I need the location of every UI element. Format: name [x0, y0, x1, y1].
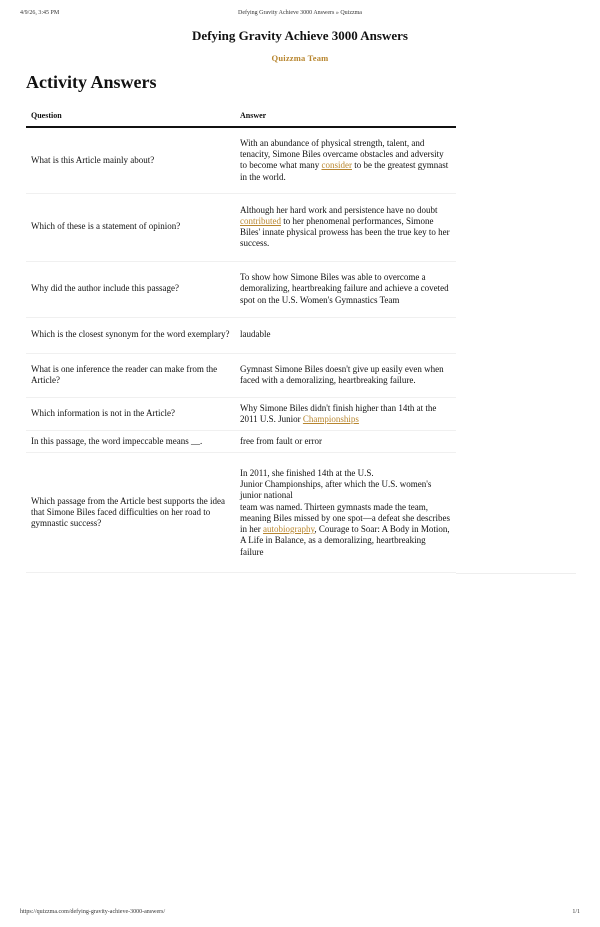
answer-cell: Gymnast Simone Biles doesn't give up easily even when faced with a demoralizing, heartbreaking failure. — [235, 353, 456, 397]
question-cell: Which passage from the Article best supports the idea that Simone Biles faced difficulties on her road to gymnastic success? — [26, 453, 235, 573]
answer-text-line — [240, 160, 451, 183]
print-header-spacer — [460, 10, 580, 16]
answer-text: failure — [240, 546, 264, 557]
glossary-link[interactable]: consider — [321, 160, 352, 171]
author-link[interactable]: Quizzma Team — [271, 53, 329, 63]
print-page-number: 1/1 — [572, 909, 580, 915]
print-date: 4/9/26, 3:45 PM — [20, 10, 60, 16]
print-footer — [20, 909, 580, 915]
answer-text: to become what many — [240, 160, 322, 171]
answer-text: Why Simone Biles didn't finish higher than 14th at the 2011 U.S. Junior — [240, 402, 437, 424]
glossary-link[interactable]: autobiography — [263, 524, 315, 534]
table-header-row — [26, 108, 456, 127]
question-cell: Which is the closest synonym for the word exemplary? — [26, 317, 235, 353]
answer-text: With an abundance of physical strength, talent, and tenacity, Simone Biles overcame obstacles and adversity — [240, 137, 444, 159]
table-row — [26, 261, 456, 317]
answer-text-line — [240, 524, 451, 547]
answer-cell — [235, 397, 456, 431]
question-cell: Why did the author include this passage? — [26, 261, 235, 317]
question-cell: Which information is not in the Article? — [26, 397, 235, 431]
question-cell: What is one inference the reader can make from the Article? — [26, 353, 235, 397]
table-row — [26, 353, 456, 397]
table-row — [26, 317, 456, 353]
glossary-link[interactable]: contributed — [240, 215, 281, 226]
answer-text-line — [240, 205, 451, 228]
question-cell: Which of these is a statement of opinion? — [26, 193, 235, 261]
answer-text: Biles' innate physical prowess has been the true key to her success. — [240, 227, 450, 249]
print-header — [20, 10, 580, 16]
answer-text: Junior Championships, after which the U.S. women's junior national — [240, 479, 432, 501]
answer-text: in her — [240, 524, 263, 534]
answers-table-container — [26, 108, 456, 573]
answer-text: to be the greatest gymnast in the world. — [240, 160, 449, 182]
answer-cell — [235, 453, 456, 573]
answer-cell: laudable — [235, 317, 456, 353]
question-cell: What is this Article mainly about? — [26, 127, 235, 193]
table-row — [26, 431, 456, 453]
section-heading: Activity Answers — [26, 72, 157, 92]
table-row — [26, 127, 456, 193]
article-title: Defying Gravity Achieve 3000 Answers — [192, 28, 408, 43]
table-row — [26, 397, 456, 431]
print-url: https://quizzma.com/defying-gravity-achieve-3000-answers/ — [20, 909, 166, 915]
answer-text: to her phenomenal performances, Simone — [281, 215, 434, 226]
answers-table — [26, 108, 456, 573]
answer-cell: To show how Simone Biles was able to overcome a demoralizing, heartbreaking failure and achieve a coveted spot on the U.S. Women's Gymnastics Team — [235, 261, 456, 317]
question-cell: In this passage, the word impeccable means __. — [26, 431, 235, 453]
answer-text: , Courage to Soar: A Body in Motion, A Life in Balance, as a demoralizing, heartbreaking — [240, 524, 450, 546]
answer-cell: free from fault or error — [235, 431, 456, 453]
answer-cell — [235, 193, 456, 261]
answer-text: team was named. Thirteen gymnasts made the team, meaning Biles missed by one spot—a defeat she describes — [240, 501, 450, 523]
glossary-link[interactable]: Championships — [302, 413, 359, 424]
column-header-answer: Answer — [235, 108, 456, 127]
print-page-title: Defying Gravity Achieve 3000 Answers » Quizzma — [238, 10, 362, 16]
answer-cell — [235, 127, 456, 193]
answer-text: Although her hard work and persistence have no doubt — [240, 204, 438, 215]
table-divider — [456, 573, 576, 574]
column-header-question: Question — [26, 108, 235, 127]
table-row — [26, 193, 456, 261]
answer-text: In 2011, she finished 14th at the U.S. — [240, 467, 374, 478]
table-row — [26, 453, 456, 573]
